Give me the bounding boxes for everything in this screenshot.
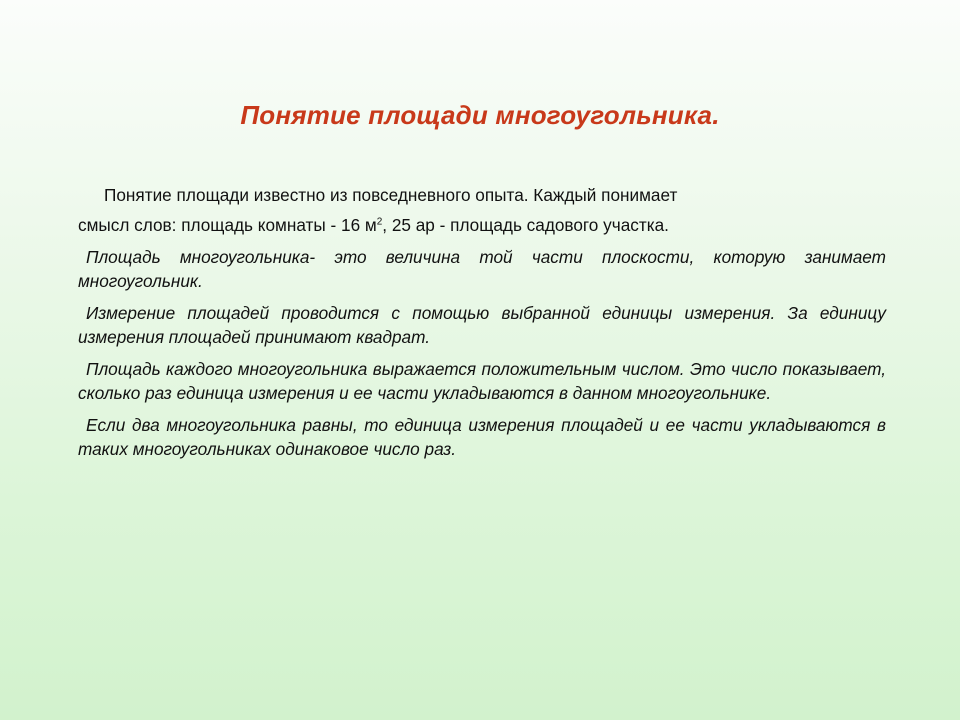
- superscript-2: 2: [376, 216, 383, 228]
- paragraph-everyday-experience: [78, 183, 886, 237]
- paragraph-positive-number: Площадь каждого многоугольника выражается положительным числом. Это число показывает, сколько раз единица измерения и ее части укладываются в данном многоугольнике.: [78, 359, 886, 403]
- paragraph-1-text-after-sup: , 25 ар - площадь садового участка.: [382, 215, 669, 235]
- paragraph-1-line-2: [78, 213, 886, 237]
- paragraph-measurement: Измерение площадей проводится с помощью выбранной единицы измерения. За единицу измерения площадей принимают квадрат.: [78, 303, 886, 347]
- slide-title: Понятие площади многоугольника.: [240, 100, 720, 130]
- paragraph-1-text-before-sup: смысл слов: площадь комнаты - 16 м: [78, 215, 377, 235]
- paragraph-definition: Площадь многоугольника- это величина той части плоскости, которую занимает многоугольник.: [78, 247, 886, 291]
- paragraph-1-line-1: Понятие площади известно из повседневного опыта. Каждый понимает: [104, 185, 678, 205]
- slide-body: [78, 183, 886, 461]
- paragraph-equal-polygons: Если два многоугольника равны, то единица измерения площадей и ее части укладываются в таких многоугольниках одинаковое число раз.: [78, 415, 886, 459]
